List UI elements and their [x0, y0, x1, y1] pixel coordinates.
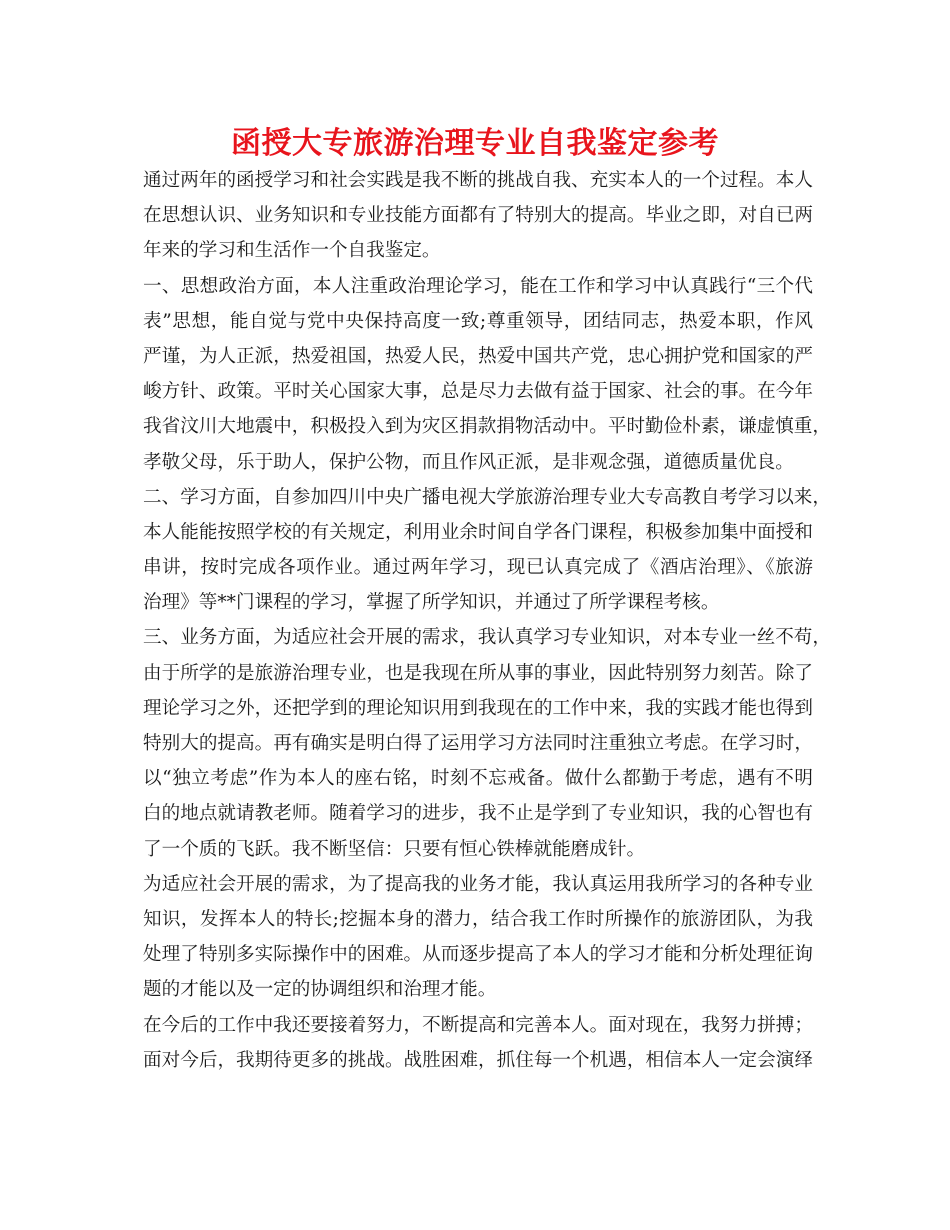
- body-line: 表”思想，能自觉与党中央保持高度一致;尊重领导，团结同志，热爱本职，作风: [143, 310, 813, 332]
- body-line: 处理了特别多实际操作中的困难。从而逐步提高了本人的学习才能和分析处理征询: [143, 944, 813, 966]
- body-line: 二、学习方面，自参加四川中央广播电视大学旅游治理专业大专高教自考学习以来，: [143, 486, 831, 508]
- body-line: 治理》等**门课程的学习，掌握了所学知识，并通过了所学课程考核。: [143, 592, 720, 614]
- body-line: 理论学习之外，还把学到的理论知识用到我现在的工作中来，我的实践才能也得到: [143, 697, 813, 719]
- body-line: 特别大的提高。再有确实是明白得了运用学习方法同时注重独立考虑。在学习时，: [143, 733, 813, 754]
- body-line: 严谨，为人正派，热爱祖国，热爱人民，热爱中国共产党，忠心拥护党和国家的严: [143, 345, 813, 367]
- document-title: 函授大专旅游治理专业自我鉴定参考: [231, 126, 719, 161]
- body-line: 了一个质的飞跃。我不断坚信：只要有恒心铁棒就能磨成针。: [143, 838, 646, 860]
- body-line: 年来的学习和生活作一个自我鉴定。: [143, 240, 441, 262]
- body-line: 我省汶川大地震中，积极投入到为灾区捐款捐物活动中。平时勤俭朴素，谦虚慎重，: [143, 416, 831, 438]
- body-line: 由于所学的是旅游治理专业，也是我现在所从事的事业，因此特别努力刻苦。除了: [143, 662, 813, 684]
- body-line: 孝敬父母，乐于助人，保护公物，而且作风正派，是非观念强，道德质量优良。: [143, 451, 794, 473]
- document-body: [143, 163, 831, 1078]
- body-line: 在思想认识、业务知识和专业技能方面都有了特别大的提高。毕业之即，对自已两: [143, 205, 813, 227]
- body-line: 白的地点就请教老师。随着学习的进步，我不止是学到了专业知识，我的心智也有: [143, 803, 813, 825]
- body-line: 串讲，按时完成各项作业。通过两年学习，现已认真完成了《酒店治理》、《旅游: [143, 557, 813, 579]
- body-line: 峻方针、政策。平时关心国家大事，总是尽力去做有益于国家、社会的事。在今年: [143, 381, 813, 403]
- body-line: 一、思想政治方面，本人注重政治理论学习，能在工作和学习中认真践行“三个代: [143, 275, 813, 297]
- body-line: 知识，发挥本人的特长;挖掘本身的潜力，结合我工作时所操作的旅游团队，为我: [143, 908, 813, 930]
- body-line: 三、业务方面，为适应社会开展的需求，我认真学习专业知识，对本专业一丝不苟，: [143, 627, 831, 649]
- body-line: 通过两年的函授学习和社会实践是我不断的挑战自我、充实本人的一个过程。本人: [143, 170, 813, 191]
- body-line: 为适应社会开展的需求，为了提高我的业务才能，我认真运用我所学习的各种专业: [143, 873, 813, 895]
- body-line: 面对今后，我期待更多的挑战。战胜困难，抓住每一个机遇，相信本人一定会演绎: [143, 1049, 813, 1071]
- body-line: 本人能能按照学校的有关规定，利用业余时间自学各门课程，积极参加集中面授和: [143, 521, 813, 543]
- body-line: 以“独立考虑”作为本人的座右铭，时刻不忘戒备。做什么都勤于考虑，遇有不明: [143, 768, 813, 790]
- body-line: 题的才能以及一定的协调组织和治理才能。: [143, 979, 497, 1001]
- body-line: 在今后的工作中我还要接着努力，不断提高和完善本人。面对现在，我努力拼搏；: [143, 1014, 813, 1036]
